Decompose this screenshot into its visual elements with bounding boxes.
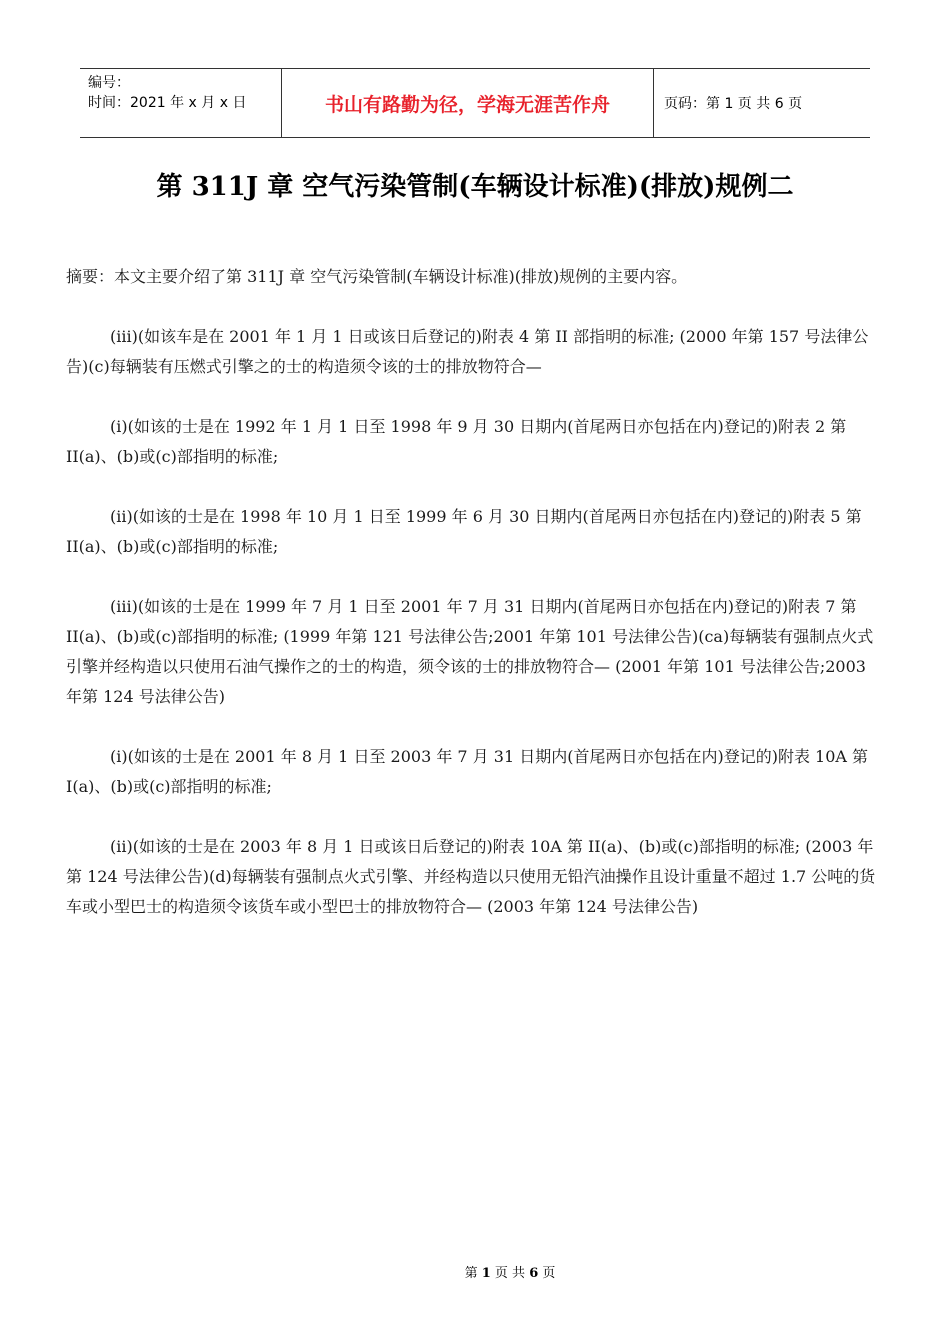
document-header [80,68,870,138]
header-meta [80,69,282,137]
doc-number-label: 编号： [88,75,130,91]
abstract-paragraph: 摘要：本文主要介绍了第 311J 章 空气污染管制(车辆设计标准)(排放)规例的主要内容。 [66,267,688,286]
document-body [66,262,882,952]
footer-suffix: 页 [542,1266,556,1281]
page-footer [0,1262,950,1281]
document-title: 第 311J 章 空气污染管制(车辆设计标准)(排放)规例二 [156,172,794,202]
body-paragraph: (ii)(如该的士是在 1998 年 10 月 1 日至 1999 年 6 月 30 日期内(首尾两日亦包括在内)登记的)附表 5 第 II(a)、(b)或(c)部指明的标准; [66,507,862,556]
body-paragraph: (i)(如该的士是在 2001 年 8 月 1 日至 2003 年 7 月 31 日期内(首尾两日亦包括在内)登记的)附表 10A 第 I(a)、(b)或(c)部指明的标准; [66,747,869,796]
header-motto: 书山有路勤为径，学海无涯苦作舟 [282,69,654,137]
body-paragraph: (iii)(如该车是在 2001 年 1 月 1 日或该日后登记的)附表 4 第 II 部指明的标准; (2000 年第 157 号法律公告)(c)每辆装有压燃式引擎之的士的构造须令该的士的排放物符合— [66,327,869,376]
footer-page-number: 1 [481,1266,491,1281]
body-paragraph: (ii)(如该的士是在 2003 年 8 月 1 日或该日后登记的)附表 10A 第 II(a)、(b)或(c)部指明的标准; (2003 年第 124 号法律公告)(d)每辆装有强制点火式引擎、并经构造以只使用无铅汽油操作且设计重量不超过 1.7 公吨的货车或小型巴士的构造须令该货车或小型巴士的排放物符合— (2003 年第 124 号法律公告) [66,837,876,916]
body-paragraph: (i)(如该的士是在 1992 年 1 月 1 日至 1998 年 9 月 30 日期内(首尾两日亦包括在内)登记的)附表 2 第 II(a)、(b)或(c)部指明的标准; [66,417,847,466]
body-paragraph: (iii)(如该的士是在 1999 年 7 月 1 日至 2001 年 7 月 31 日期内(首尾两日亦包括在内)登记的)附表 7 第 II(a)、(b)或(c)部指明的标准; (1999 年第 121 号法律公告;2001 年第 101 号法律公告)(ca)每辆装有强制点火式引擎并经构造以只使用石油气操作之的士的构造，须令该的士的排放物符合— (2001 年第 101 号法律公告;2003 年第 124 号法律公告) [66,597,874,706]
footer-total-pages: 6 [529,1266,539,1281]
footer-prefix: 第 [464,1266,478,1281]
header-page-info: 页码：第 1 页 共 6 页 [664,96,803,112]
date-text: 时间：2021 年 x 月 x 日 [88,95,247,111]
footer-middle: 页 共 [494,1266,526,1281]
